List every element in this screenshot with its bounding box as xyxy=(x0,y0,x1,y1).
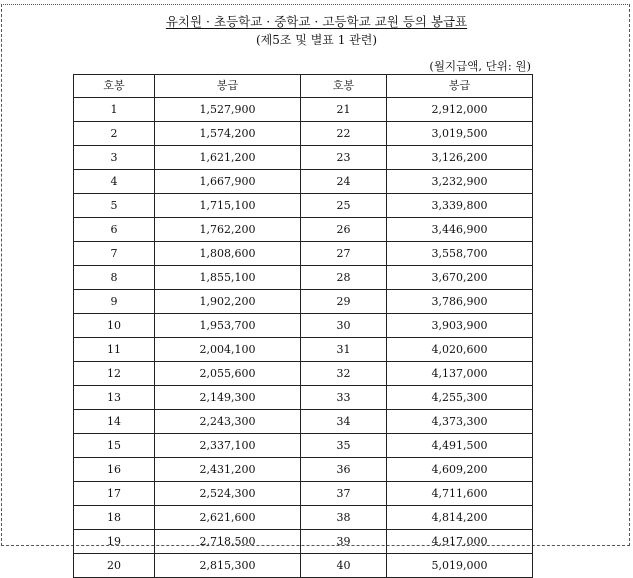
cell-step-left: 9 xyxy=(74,290,155,314)
cell-step-left: 8 xyxy=(74,266,155,290)
cell-pay-left: 2,004,100 xyxy=(155,338,301,362)
cell-pay-right: 4,917,000 xyxy=(387,530,533,554)
cell-pay-left: 1,527,900 xyxy=(155,98,301,122)
table-row xyxy=(74,530,533,554)
cell-step-left: 19 xyxy=(74,530,155,554)
salary-table xyxy=(73,74,533,578)
cell-pay-right: 4,491,500 xyxy=(387,434,533,458)
cell-pay-left: 2,243,300 xyxy=(155,410,301,434)
cell-pay-right: 3,019,500 xyxy=(387,122,533,146)
cell-pay-right: 3,903,900 xyxy=(387,314,533,338)
cell-step-left: 5 xyxy=(74,194,155,218)
cell-pay-left: 1,574,200 xyxy=(155,122,301,146)
cell-step-right: 40 xyxy=(301,554,387,578)
cell-pay-right: 4,020,600 xyxy=(387,338,533,362)
cell-step-right: 39 xyxy=(301,530,387,554)
cell-step-right: 36 xyxy=(301,458,387,482)
cell-pay-right: 5,019,000 xyxy=(387,554,533,578)
page-border-top xyxy=(1,4,630,5)
table-row xyxy=(74,338,533,362)
cell-pay-left: 2,718,500 xyxy=(155,530,301,554)
salary-table-header xyxy=(74,75,533,98)
table-row xyxy=(74,146,533,170)
header-pay-right: 봉급 xyxy=(387,75,533,98)
cell-step-right: 32 xyxy=(301,362,387,386)
cell-pay-left: 1,621,200 xyxy=(155,146,301,170)
unit-note: (월지급액, 단위: 원) xyxy=(429,59,531,73)
cell-pay-right: 3,126,200 xyxy=(387,146,533,170)
cell-step-right: 35 xyxy=(301,434,387,458)
cell-step-left: 11 xyxy=(74,338,155,362)
cell-pay-right: 4,711,600 xyxy=(387,482,533,506)
table-row xyxy=(74,170,533,194)
cell-pay-right: 3,670,200 xyxy=(387,266,533,290)
table-row xyxy=(74,434,533,458)
cell-pay-right: 3,232,900 xyxy=(387,170,533,194)
cell-step-right: 38 xyxy=(301,506,387,530)
cell-pay-left: 1,808,600 xyxy=(155,242,301,266)
cell-step-right: 22 xyxy=(301,122,387,146)
cell-pay-right: 3,339,800 xyxy=(387,194,533,218)
table-row xyxy=(74,458,533,482)
cell-pay-left: 2,055,600 xyxy=(155,362,301,386)
cell-pay-left: 1,762,200 xyxy=(155,218,301,242)
salary-table-body xyxy=(74,98,533,578)
table-row xyxy=(74,290,533,314)
cell-pay-left: 1,902,200 xyxy=(155,290,301,314)
cell-step-right: 30 xyxy=(301,314,387,338)
document-title-text: 유치원 · 초등학교 · 중학교 · 고등학교 교원 등의 봉급표 xyxy=(165,14,468,29)
cell-step-left: 13 xyxy=(74,386,155,410)
table-row xyxy=(74,98,533,122)
cell-step-left: 7 xyxy=(74,242,155,266)
cell-pay-right: 4,609,200 xyxy=(387,458,533,482)
document-subtitle: (제5조 및 별표 1 관련) xyxy=(255,33,378,47)
cell-step-right: 29 xyxy=(301,290,387,314)
cell-step-left: 6 xyxy=(74,218,155,242)
cell-step-left: 16 xyxy=(74,458,155,482)
cell-step-right: 37 xyxy=(301,482,387,506)
cell-step-right: 21 xyxy=(301,98,387,122)
cell-step-right: 26 xyxy=(301,218,387,242)
cell-step-right: 34 xyxy=(301,410,387,434)
cell-pay-left: 1,855,100 xyxy=(155,266,301,290)
table-row xyxy=(74,482,533,506)
cell-pay-right: 3,446,900 xyxy=(387,218,533,242)
cell-step-right: 24 xyxy=(301,170,387,194)
header-pay-left: 봉급 xyxy=(155,75,301,98)
table-row xyxy=(74,554,533,578)
header-step-left: 호봉 xyxy=(74,75,155,98)
header-row xyxy=(74,75,533,98)
cell-pay-left: 2,431,200 xyxy=(155,458,301,482)
table-row xyxy=(74,386,533,410)
cell-pay-right: 4,255,300 xyxy=(387,386,533,410)
cell-step-left: 18 xyxy=(74,506,155,530)
table-row xyxy=(74,218,533,242)
cell-step-left: 20 xyxy=(74,554,155,578)
cell-step-right: 31 xyxy=(301,338,387,362)
cell-step-left: 15 xyxy=(74,434,155,458)
cell-pay-left: 2,337,100 xyxy=(155,434,301,458)
cell-step-left: 10 xyxy=(74,314,155,338)
cell-step-right: 28 xyxy=(301,266,387,290)
cell-step-left: 2 xyxy=(74,122,155,146)
cell-pay-left: 1,667,900 xyxy=(155,170,301,194)
table-row xyxy=(74,314,533,338)
table-row xyxy=(74,122,533,146)
cell-step-right: 33 xyxy=(301,386,387,410)
cell-pay-left: 2,524,300 xyxy=(155,482,301,506)
cell-pay-right: 2,912,000 xyxy=(387,98,533,122)
cell-pay-right: 3,786,900 xyxy=(387,290,533,314)
cell-step-left: 17 xyxy=(74,482,155,506)
cell-pay-left: 1,953,700 xyxy=(155,314,301,338)
cell-pay-right: 4,373,300 xyxy=(387,410,533,434)
cell-pay-left: 2,621,600 xyxy=(155,506,301,530)
cell-pay-left: 1,715,100 xyxy=(155,194,301,218)
cell-pay-right: 3,558,700 xyxy=(387,242,533,266)
cell-pay-left: 2,149,300 xyxy=(155,386,301,410)
cell-step-left: 3 xyxy=(74,146,155,170)
cell-step-right: 27 xyxy=(301,242,387,266)
cell-pay-right: 4,814,200 xyxy=(387,506,533,530)
table-row xyxy=(74,362,533,386)
cell-step-left: 4 xyxy=(74,170,155,194)
table-row xyxy=(74,410,533,434)
table-row xyxy=(74,506,533,530)
table-row xyxy=(74,194,533,218)
table-row xyxy=(74,266,533,290)
cell-step-right: 23 xyxy=(301,146,387,170)
cell-step-left: 14 xyxy=(74,410,155,434)
document-title xyxy=(0,14,633,29)
header-step-right: 호봉 xyxy=(301,75,387,98)
cell-step-left: 1 xyxy=(74,98,155,122)
cell-pay-right: 4,137,000 xyxy=(387,362,533,386)
cell-step-right: 25 xyxy=(301,194,387,218)
cell-step-left: 12 xyxy=(74,362,155,386)
cell-pay-left: 2,815,300 xyxy=(155,554,301,578)
table-row xyxy=(74,242,533,266)
